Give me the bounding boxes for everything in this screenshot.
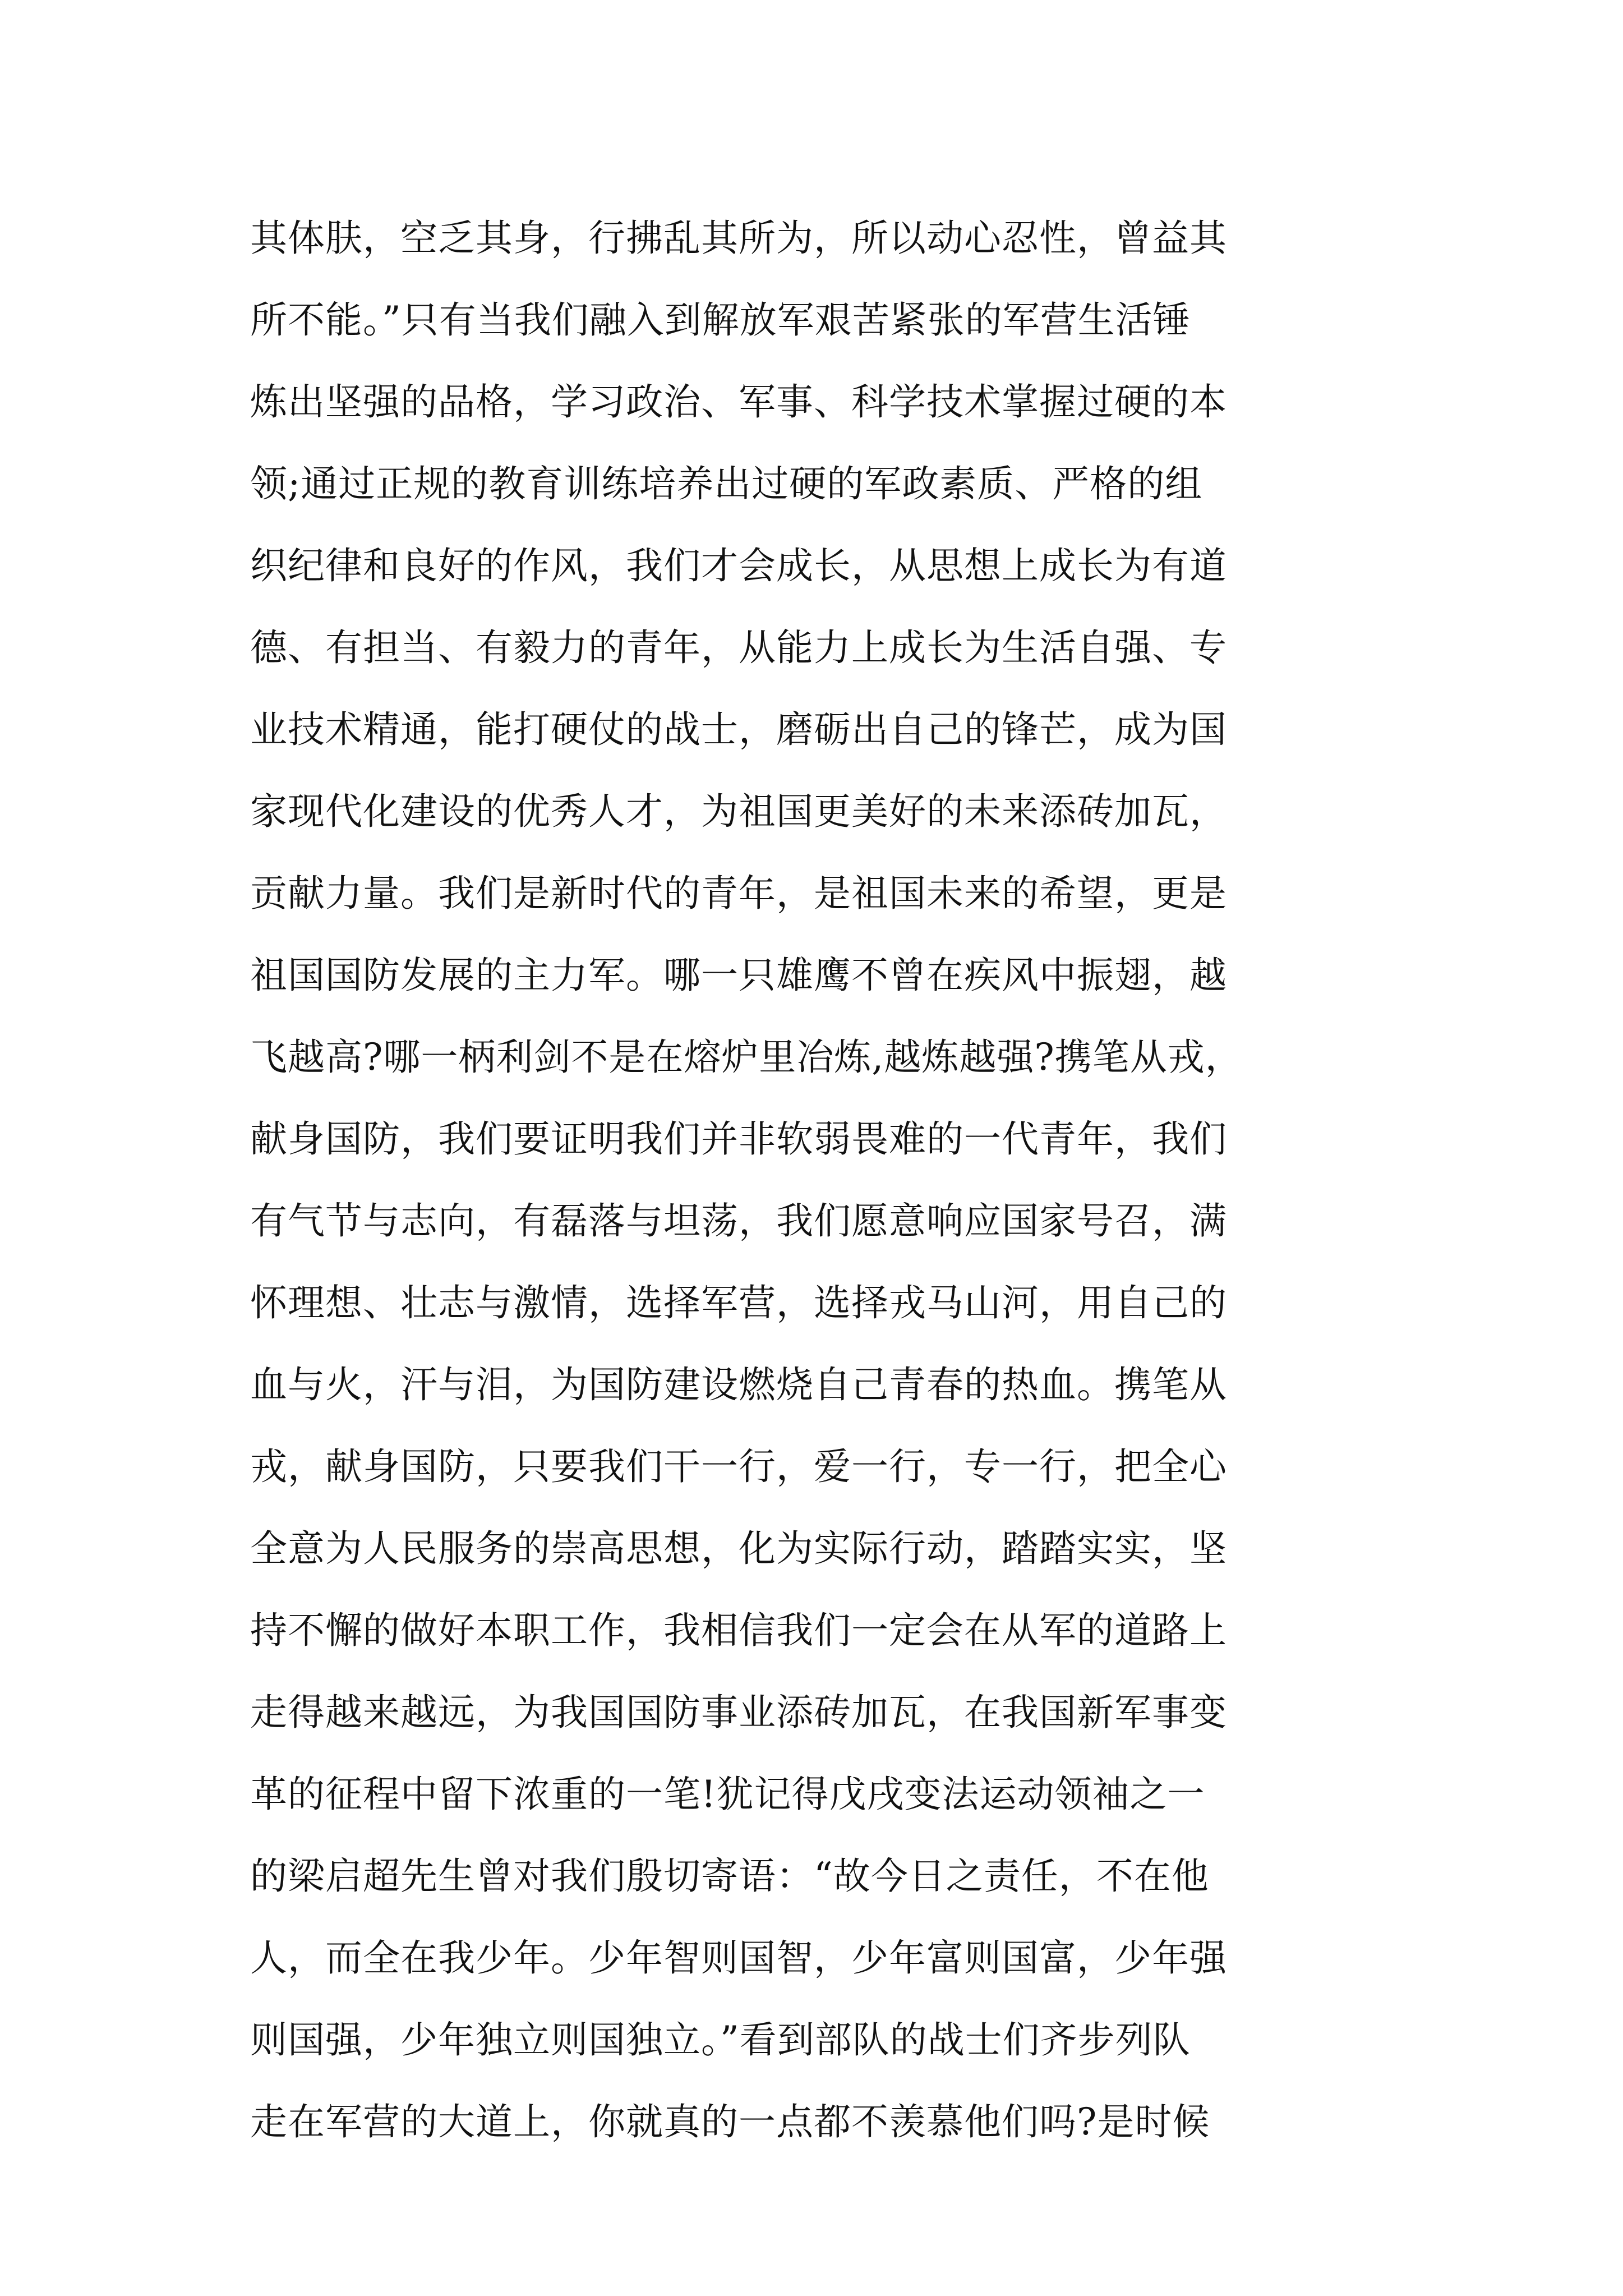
text-line-11: 飞越高?哪一柄利剑不是在熔炉里冶炼,越炼越强?携笔从戎， bbox=[250, 1036, 1243, 1079]
text-line-1: 其体肤，空乏其身，行拂乱其所为，所以动心忍性，曾益其 bbox=[250, 217, 1227, 260]
body-text bbox=[250, 197, 1389, 2163]
text-line-13: 有气节与志向，有磊落与坦荡，我们愿意响应国家号召，满 bbox=[250, 1199, 1227, 1243]
text-line-18: 持不懈的做好本职工作，我相信我们一定会在从军的道路上 bbox=[250, 1609, 1227, 1652]
text-line-2: 所不能。”只有当我们融入到解放军艰苦紧张的军营生活锤 bbox=[250, 298, 1191, 342]
text-line-15: 血与火，汗与泪，为国防建设燃烧自己青春的热血。携笔从 bbox=[250, 1363, 1227, 1406]
text-line-16: 戎，献身国防，只要我们干一行，爱一行，专一行，把全心 bbox=[250, 1445, 1227, 1488]
text-line-12: 献身国防，我们要证明我们并非软弱畏难的一代青年，我们 bbox=[250, 1117, 1227, 1161]
text-line-4: 领;通过正规的教育训练培养出过硬的军政素质、严格的组 bbox=[250, 462, 1203, 505]
text-line-23: 则国强，少年独立则国独立。”看到部队的战士们齐步列队 bbox=[250, 2018, 1191, 2062]
text-line-22: 人，而全在我少年。少年智则国智，少年富则国富，少年强 bbox=[250, 1936, 1227, 1980]
text-line-6: 德、有担当、有毅力的青年，从能力上成长为生活自强、专 bbox=[250, 626, 1227, 669]
text-line-20: 革的征程中留下浓重的一笔!犹记得戊戌变法运动领袖之一 bbox=[250, 1773, 1205, 1816]
text-line-19: 走得越来越远，为我国国防事业添砖加瓦，在我国新军事变 bbox=[250, 1691, 1227, 1734]
text-line-17: 全意为人民服务的崇高思想，化为实际行动，踏踏实实，坚 bbox=[250, 1527, 1227, 1570]
text-line-5: 织纪律和良好的作风，我们才会成长，从思想上成长为有道 bbox=[250, 544, 1227, 587]
text-line-8: 家现代化建设的优秀人才，为祖国更美好的未来添砖加瓦， bbox=[250, 790, 1227, 833]
text-line-14: 怀理想、壮志与激情，选择军营，选择戎马山河，用自己的 bbox=[250, 1281, 1227, 1324]
text-line-10: 祖国国防发展的主力军。哪一只雄鹰不曾在疾风中振翅，越 bbox=[250, 954, 1227, 997]
text-line-24: 走在军营的大道上，你就真的一点都不羡慕他们吗?是时候 bbox=[250, 2100, 1210, 2143]
text-line-9: 贡献力量。我们是新时代的青年，是祖国未来的希望，更是 bbox=[250, 872, 1227, 915]
text-line-21: 的梁启超先生曾对我们殷切寄语：“故今日之责任，不在他 bbox=[250, 1855, 1209, 1898]
text-line-7: 业技术精通，能打硬仗的战士，磨砺出自己的锋芒，成为国 bbox=[250, 708, 1227, 751]
text-line-3: 炼出坚强的品格，学习政治、军事、科学技术掌握过硬的本 bbox=[250, 380, 1227, 424]
